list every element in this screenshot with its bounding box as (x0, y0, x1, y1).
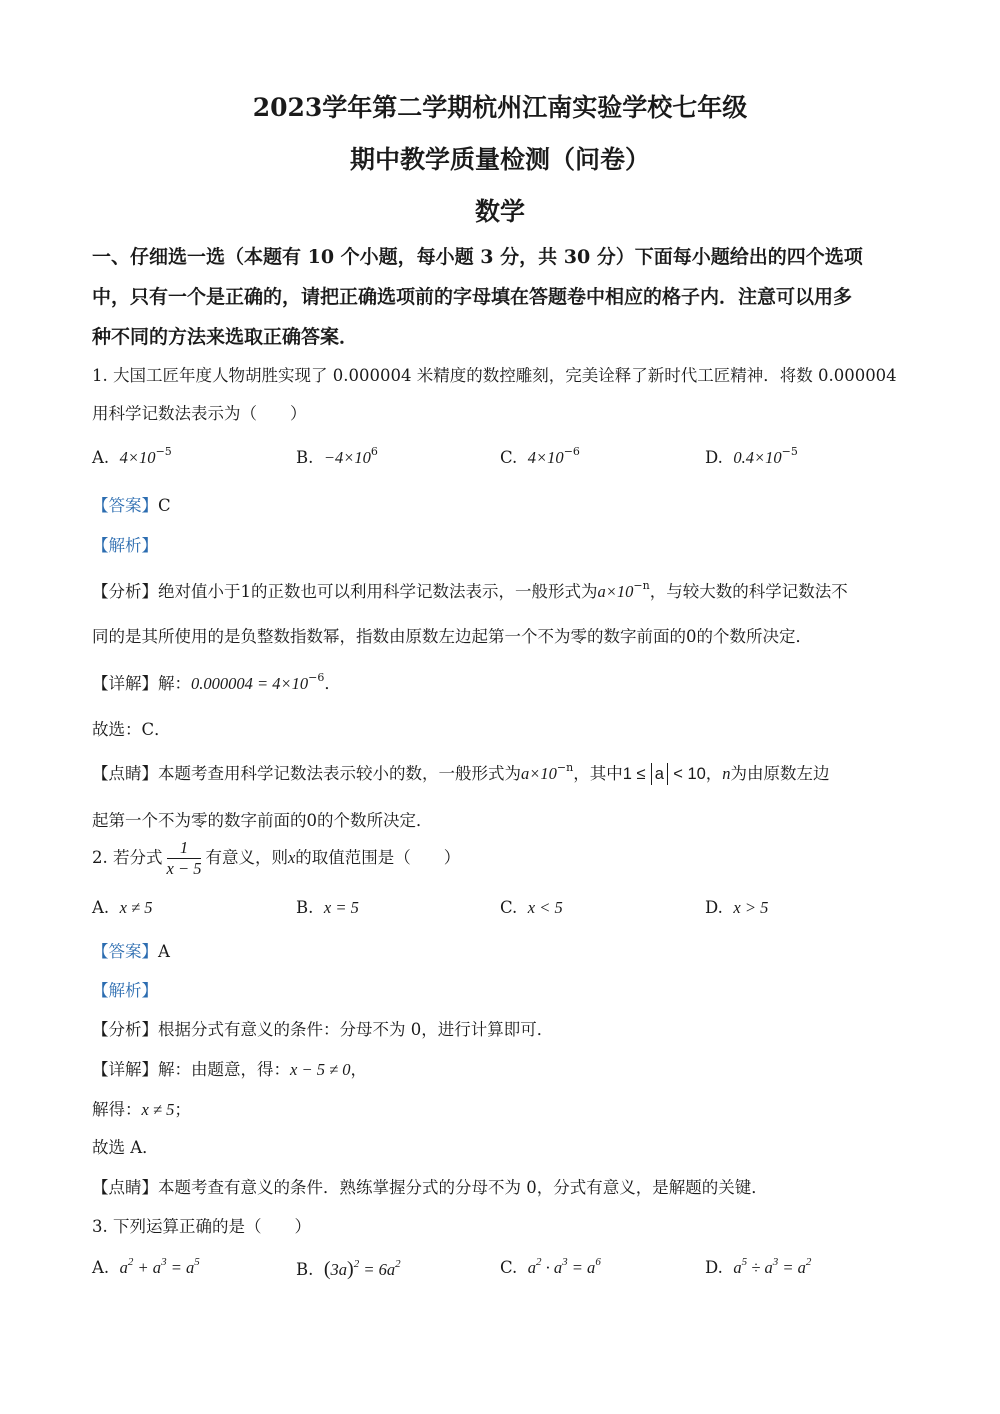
q1-stem-line2: 用科学记数法表示为（ ） (92, 404, 307, 423)
q3-stem: 3. 下列运算正确的是（ ） (92, 1217, 311, 1236)
q2-option-b: B. x = 5 (296, 898, 359, 917)
q1-fenxi-line1: 【分析】绝对值小于1的正数也可以利用科学记数法表示，一般形式为$a\times 10^{-n}$，与较大数的科学记数法不 (92, 579, 848, 601)
q2-analysis-tag: 【解析】 (92, 981, 158, 1000)
q2-choose: 故选 A． (92, 1138, 159, 1157)
q1-analysis-tag: 【解析】 (92, 536, 158, 555)
exam-title-line2: 期中教学质量检测（问卷） (349, 145, 650, 174)
q2-solve: 解得：x ≠ 5； (92, 1100, 191, 1119)
q1-answer: 【答案】C (92, 496, 171, 515)
q1-stem-line1: 1. 大国工匠年度人物胡胜实现了 0.000004 米精度的数控雕刻，完美诠释了新时代工匠精神．将数 0.000004 (92, 366, 897, 385)
q1-option-c: C. $4\times 10^{-6}$ (500, 445, 580, 467)
q2-fenxi: 【分析】根据分式有意义的条件：分母不为 0，进行计算即可． (92, 1020, 554, 1039)
q2-option-c: C. x < 5 (500, 898, 563, 917)
q3-option-d: D. $a^5 \div a^3 = a^2$ (705, 1256, 812, 1277)
q1-option-d: D. $0.4\times 10^{-5}$ (705, 445, 798, 467)
q2-option-a: A. x ≠ 5 (92, 898, 153, 917)
q3-option-c: C. $a^2 \cdot a^3 = a^6$ (500, 1256, 601, 1277)
fraction-1-over-x-minus-5: $\frac{1}{x - 5}$ (166, 838, 202, 878)
q3-option-a: A. $a^2 + a^3 = a^5$ (92, 1256, 200, 1277)
q2-answer: 【答案】A (92, 942, 170, 961)
absolute-value-a: a (651, 763, 668, 785)
q2-detail: 【详解】解：由题意，得：x − 5 ≠ 0， (92, 1060, 368, 1079)
q1-option-a: A. $4\times 10^{-5}$ (92, 445, 172, 467)
q1-fenxi-line2: 同的是其所使用的是负整数指数幂，指数由原数左边起第一个不为零的数字前面的0的个数所决定． (92, 627, 812, 646)
q1-choose: 故选：C． (92, 720, 171, 739)
q1-option-b: B. $-4\times 10^6$ (296, 445, 378, 467)
subject-title: 数学 (474, 197, 525, 226)
exam-title-line1: 2023学年第二学期杭州江南实验学校七年级 (252, 93, 748, 122)
q2-dianjing: 【点睛】本题考查有意义的条件．熟练掌握分式的分母不为 0，分式有意义，是解题的关键． (92, 1178, 768, 1197)
q2-stem: 2. 若分式 $\frac{1}{x - 5}$ 有意义，则x的取值范围是（ ） (92, 838, 461, 878)
q1-dianjing-line2: 起第一个不为零的数字前面的0的个数所决定． (92, 811, 433, 830)
q1-detail: 【详解】解：$0.000004 = 4\times 10^{-6}$． (92, 671, 341, 693)
q3-option-b: B. $(3a)^2 = 6a^2$ (296, 1258, 401, 1280)
q1-dianjing-line1: 【点睛】本题考查用科学记数法表示较小的数，一般形式为$a\times 10^{-n}$，其中1 ≤ a < 10，n为由原数左边 (92, 761, 830, 783)
section-instructions-line3: 种不同的方法来选取正确答案． (92, 326, 359, 348)
section-instructions-line2: 中，只有一个是正确的，请把正确选项前的字母填在答题卷中相应的格子内．注意可以用多 (92, 286, 853, 308)
q2-option-d: D. x > 5 (705, 898, 769, 917)
section-instructions-line1: 一、仔细选一选（本题有 10 个小题，每小题 3 分，共 30 分）下面每小题给出的四个选项 (92, 246, 863, 268)
